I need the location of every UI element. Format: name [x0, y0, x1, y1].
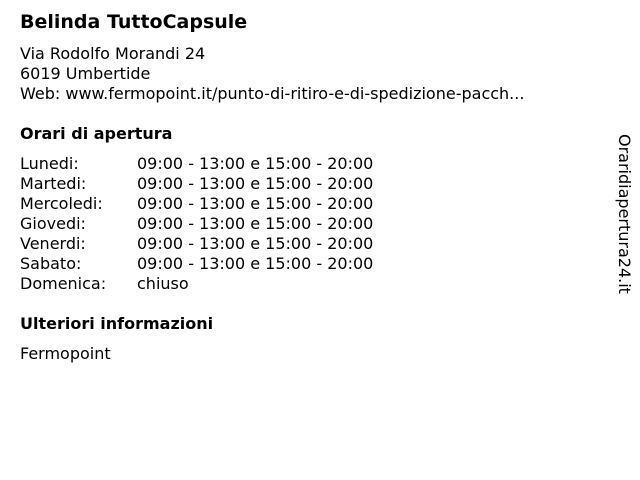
hours-row-monday [20, 154, 420, 174]
day-label: Lunedi: [20, 154, 79, 173]
day-label: Mercoledi: [20, 194, 103, 213]
city-address: 6019 Umbertide [20, 64, 151, 83]
hours-row-thursday [20, 214, 420, 234]
time-value: 09:00 - 13:00 e 15:00 - 20:00 [137, 194, 374, 213]
time-value: chiuso [137, 274, 189, 293]
time-value: 09:00 - 13:00 e 15:00 - 20:00 [137, 154, 374, 173]
hours-row-tuesday [20, 174, 420, 194]
opening-hours-table [20, 154, 420, 294]
site-watermark: Oraridiapertura24.it [615, 134, 634, 294]
business-address [20, 44, 524, 104]
day-label: Domenica: [20, 274, 107, 293]
more-info-text: Fermopoint [20, 344, 111, 363]
more-info-heading: Ulteriori informazioni [20, 314, 214, 333]
hours-row-wednesday [20, 194, 420, 214]
hours-row-sunday [20, 274, 420, 294]
hours-row-saturday [20, 254, 420, 274]
day-label: Martedi: [20, 174, 87, 193]
day-label: Venerdi: [20, 234, 86, 253]
street-address: Via Rodolfo Morandi 24 [20, 44, 206, 63]
opening-hours-heading: Orari di apertura [20, 124, 173, 143]
time-value: 09:00 - 13:00 e 15:00 - 20:00 [137, 234, 374, 253]
time-value: 09:00 - 13:00 e 15:00 - 20:00 [137, 254, 374, 273]
business-name: Belinda TuttoCapsule [20, 11, 248, 33]
hours-row-friday [20, 234, 420, 254]
time-value: 09:00 - 13:00 e 15:00 - 20:00 [137, 214, 374, 233]
day-label: Giovedi: [20, 214, 86, 233]
day-label: Sabato: [20, 254, 82, 273]
website-link[interactable]: Web: www.fermopoint.it/punto-di-ritiro-e-di-spedizione-pacch... [20, 84, 525, 103]
time-value: 09:00 - 13:00 e 15:00 - 20:00 [137, 174, 374, 193]
